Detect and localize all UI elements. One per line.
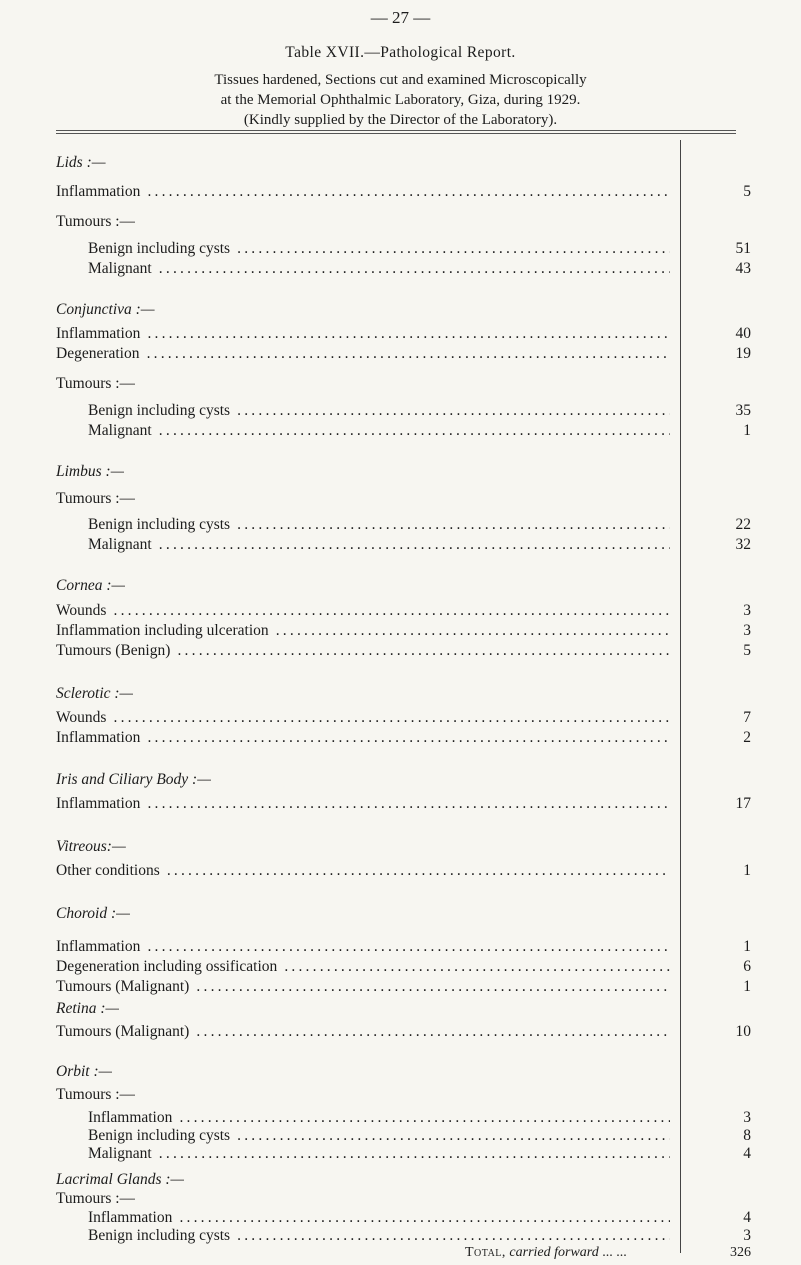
section-title-lids: Lids :— <box>56 154 106 171</box>
row-value: 10 <box>735 1023 751 1040</box>
row-value: 1 <box>743 938 751 955</box>
section-title-orbit: Orbit :— <box>56 1063 113 1080</box>
row-value: 4 <box>743 1209 751 1226</box>
subsection-title: Tumours :— <box>56 375 136 392</box>
subsection-row <box>0 489 801 509</box>
table-row <box>0 977 801 997</box>
section-title-vitreous: Vitreous:— <box>56 838 126 855</box>
row-value: 6 <box>743 958 751 975</box>
row-label: Inflammation ..... <box>56 182 670 202</box>
row-value: 3 <box>743 1227 751 1244</box>
total-value: 326 <box>730 1245 751 1260</box>
row-value: 35 <box>735 402 751 419</box>
row-label: Degeneration ..... <box>56 344 670 364</box>
row-value: 4 <box>743 1145 751 1162</box>
section-title-row <box>0 576 801 596</box>
section-title-row <box>0 770 801 790</box>
row-value: 5 <box>743 183 751 200</box>
section-title-limbus: Limbus :— <box>56 463 125 480</box>
table-row <box>0 1144 801 1164</box>
table-row <box>0 937 801 957</box>
table-row <box>0 421 801 441</box>
table-row <box>0 324 801 344</box>
row-label: Tumours (Benign) ..... <box>56 641 670 661</box>
section-title-row <box>0 1170 801 1190</box>
row-label: Benign including cysts ..... <box>88 401 670 421</box>
section-title-choroid: Choroid :— <box>56 905 130 922</box>
row-value: 8 <box>743 1127 751 1144</box>
intro-line: (Kindly supplied by the Director of the Laboratory). <box>243 112 558 128</box>
section-title-row <box>0 999 801 1019</box>
row-label: Tumours (Malignant) ..... <box>56 1022 670 1042</box>
section-title-sclerotic: Sclerotic :— <box>56 685 134 702</box>
row-label: Inflammation ..... <box>56 324 670 344</box>
carried-forward-text: carried forward <box>509 1245 599 1260</box>
table-row <box>0 641 801 661</box>
section-title-row <box>0 1062 801 1082</box>
row-value: 17 <box>735 795 751 812</box>
section-title-iris: Iris and Ciliary Body :— <box>56 771 211 788</box>
section-title-lacrimal: Lacrimal Glands :— <box>56 1171 185 1188</box>
row-value: 32 <box>735 536 751 553</box>
table-heading: Table XVII.—Pathological Report. <box>285 44 516 61</box>
row-value: 1 <box>743 862 751 879</box>
row-value: 5 <box>743 642 751 659</box>
table-row <box>0 344 801 364</box>
total-label <box>465 1245 627 1261</box>
row-label: Wounds ..... <box>56 708 670 728</box>
section-title-row <box>0 462 801 482</box>
table-row <box>0 1022 801 1042</box>
section-title-row <box>0 684 801 704</box>
row-label: Malignant ..... <box>88 421 670 441</box>
total-dots: ... ... <box>602 1245 627 1260</box>
top-rule-secondary <box>56 133 736 134</box>
row-label: Inflammation ..... <box>88 1108 670 1128</box>
table-row <box>0 182 801 202</box>
table-row <box>0 1208 801 1228</box>
row-label: Benign including cysts ..... <box>88 239 670 259</box>
row-label: Inflammation including ulceration ..... <box>56 621 670 641</box>
row-label: Tumours (Malignant) ..... <box>56 977 670 997</box>
subsection-row <box>0 1085 801 1105</box>
section-title-retina: Retina :— <box>56 1000 120 1017</box>
row-value: 1 <box>743 422 751 439</box>
subsection-title: Tumours :— <box>56 1086 136 1103</box>
table-row <box>0 861 801 881</box>
section-title-cornea: Cornea :— <box>56 577 126 594</box>
section-title-conjunctiva: Conjunctiva :— <box>56 301 155 318</box>
row-label: Inflammation ..... <box>56 794 670 814</box>
subsection-row <box>0 374 801 394</box>
table-row <box>0 794 801 814</box>
row-label: Benign including cysts ..... <box>88 1126 670 1146</box>
row-value: 7 <box>743 709 751 726</box>
row-value: 3 <box>743 622 751 639</box>
section-title-row <box>0 904 801 924</box>
table-row <box>0 1126 801 1146</box>
table-row <box>0 239 801 259</box>
table-row <box>0 259 801 279</box>
row-value: 22 <box>735 516 751 533</box>
subsection-title: Tumours :— <box>56 1190 136 1207</box>
row-label: Other conditions ..... <box>56 861 670 881</box>
row-value: 3 <box>743 1109 751 1126</box>
row-label: Benign including cysts ..... <box>88 515 670 535</box>
table-row <box>0 515 801 535</box>
table-row <box>0 401 801 421</box>
section-title-row <box>0 153 801 173</box>
section-title-row <box>0 837 801 857</box>
section-title-row <box>0 1189 801 1209</box>
row-value: 51 <box>735 240 751 257</box>
table-row <box>0 601 801 621</box>
row-value: 2 <box>743 729 751 746</box>
row-label: Inflammation ..... <box>56 728 670 748</box>
total-word: Total, <box>465 1245 506 1260</box>
table-row <box>0 1226 801 1246</box>
row-value: 3 <box>743 602 751 619</box>
page-number: — 27 — <box>370 8 431 27</box>
table-row <box>0 1108 801 1128</box>
subsection-row <box>0 212 801 232</box>
row-label: Malignant ..... <box>88 535 670 555</box>
top-rule <box>56 130 736 131</box>
row-label: Malignant ..... <box>88 1144 670 1164</box>
table-row <box>0 621 801 641</box>
subsection-title: Tumours :— <box>56 213 136 230</box>
subsection-title: Tumours :— <box>56 490 136 507</box>
table-row <box>0 708 801 728</box>
row-label: Inflammation ..... <box>56 937 670 957</box>
row-value: 19 <box>735 345 751 362</box>
row-label: Malignant ..... <box>88 259 670 279</box>
row-value: 43 <box>735 260 751 277</box>
row-label: Inflammation ..... <box>88 1208 670 1228</box>
row-label: Benign including cysts ..... <box>88 1226 670 1246</box>
section-title-row <box>0 300 801 320</box>
table-row <box>0 728 801 748</box>
row-label: Wounds ..... <box>56 601 670 621</box>
intro-line: Tissues hardened, Sections cut and examined Microscopically <box>214 72 587 88</box>
row-value: 40 <box>735 325 751 342</box>
intro-text <box>0 70 801 130</box>
table-row <box>0 535 801 555</box>
row-label: Degeneration including ossification ..... <box>56 957 670 977</box>
table-row <box>0 957 801 977</box>
row-value: 1 <box>743 978 751 995</box>
intro-line: at the Memorial Ophthalmic Laboratory, Giza, during 1929. <box>220 92 581 108</box>
